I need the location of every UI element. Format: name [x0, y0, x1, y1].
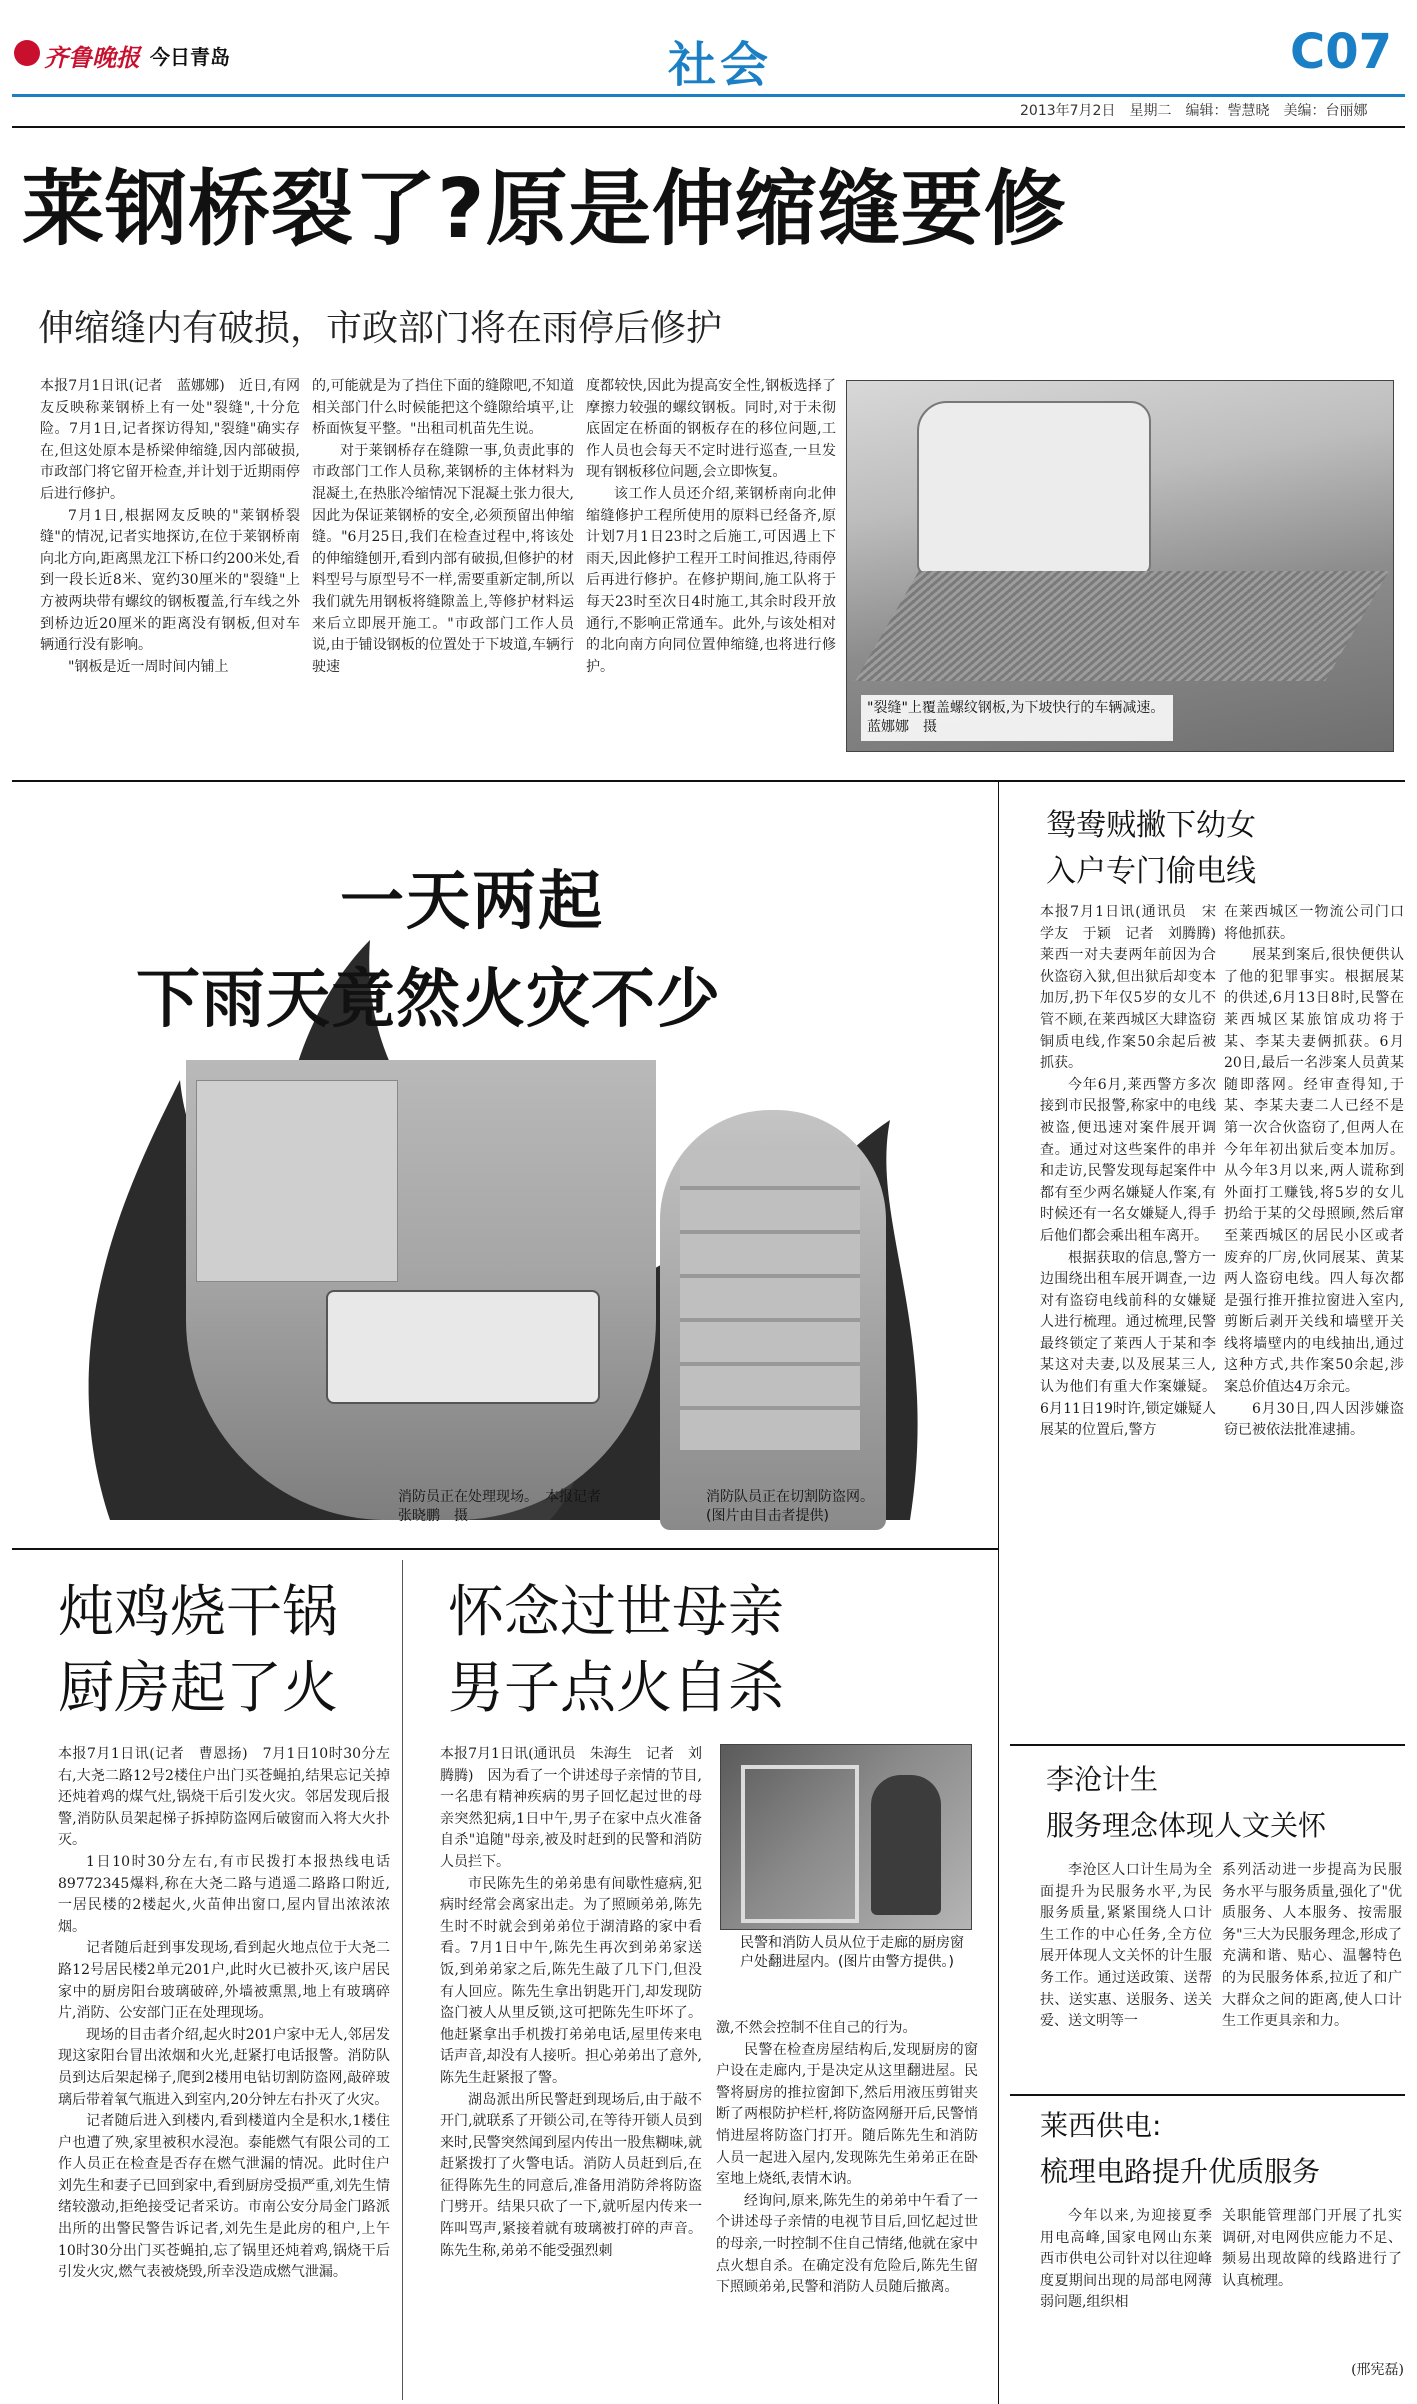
article-column: [40, 376, 300, 766]
page-number: C07: [1290, 24, 1393, 80]
window-frame-shape: [741, 1765, 859, 1923]
headline-line-2: 入户专门偷电线: [1046, 854, 1256, 889]
masthead-rule: [12, 94, 1405, 97]
paragraph: 展某到案后,很快便供认了他的犯罪事实。根据展某的供述,6月13日8时,民警在莱西城区某旅馆成功将于某、李某夫妻俩抓获。6月20日,最后一名涉案人员黄某随即落网。经审查得知,于某、李某夫妻二人已经不是第一次合伙盗窃了,但两人在今年年初出狱后变本加厉。从今年3月以来,两人谎称到外面打工赚钱,将5岁的女儿扔给于某的父母照顾,然后窜至莱西城区的居民小区或者废弃的厂房,伙同展某、黄某两人盗窃电线。四人每次都是强行推开推拉窗进入室内,剪断后剥开关线和墙壁开关线将墙壁内的电线抽出,通过这种方式,共作案50余起,涉案总价值达4万余元。: [1224, 947, 1404, 1396]
paragraph: 1日10时30分左右,有市民拨打本报热线电话89772345爆料,称在大尧二路与逍遥二路路口附近,一居民楼的2楼起火,火苗伸出窗口,屋内冒出浓浓浓烟。: [58, 1853, 390, 1935]
article-column: [58, 1744, 390, 2394]
issue-info: [1020, 100, 1367, 120]
paragraph: "钢板是近一周时间内铺上: [68, 658, 229, 675]
paragraph: 6月30日,四人因涉嫌盗窃已被依法批准逮捕。: [1224, 1400, 1404, 1439]
paragraph: 现场的目击者介绍,起火时201户家中无人,邻居发现这家阳台冒出浓烟和火光,赶紧打电话报警。消防队员到达后架起梯子,爬到2楼用电钻切割防盗网,敲碎玻璃后带着氧气瓶进入到室内,20分钟左右扑灭了火灾。: [58, 2026, 390, 2108]
building-shape: [196, 1080, 398, 1282]
section-divider: [12, 1548, 998, 1550]
paragraph: 本报7月1日讯(通讯员 朱海生 记者 刘腾腾) 因为看了一个讲述母子亲情的节目,一名患有精神疾病的男子回忆起过世的母亲突然犯病,1日中午,男子在家中点火准备自杀"追随"母亲,被及时赶到的民警和消防人员拦下。: [440, 1746, 702, 1870]
fire-headline-1: 一天两起: [340, 865, 604, 939]
designer-credit: 美编：台丽娜: [1283, 103, 1368, 119]
headline-line-1: 李沧计生: [1046, 1763, 1159, 1796]
article-column: [716, 2018, 978, 2394]
paragraph: 本报7月1日讯(记者 曹恩扬) 7月1日10时30分左右,大尧二路12号2楼住户出门买苍蝇拍,结果忘记关掉还炖着鸡的煤气灶,锅烧干后引发火灾。邻居发现后报警,消防队员架起梯子拆掉防盗网后破窗而入将大火扑灭。: [58, 1746, 390, 1849]
firefighters-photo: [660, 1110, 886, 1530]
newspaper-logo: 齐鲁晚报: [44, 44, 140, 72]
headline: 莱钢桥裂了?原是伸缩缝要修: [22, 162, 1067, 257]
section-divider: [12, 780, 1405, 782]
fire-headline-2: 下雨天竟然火灾不少: [136, 963, 721, 1037]
fire-truck-photo: [186, 1060, 656, 1520]
article-column: [312, 376, 574, 766]
fire-truck-shape: [326, 1290, 600, 1404]
headline-line-1: 鸳鸯贼撇下幼女: [1046, 808, 1256, 843]
subheadline: 伸缩缝内有破损，市政部门将在雨停后修护: [38, 308, 723, 349]
article-column: [1040, 2206, 1212, 2392]
paragraph: 激,不然会控制不住自己的行为。: [716, 2020, 917, 2036]
van-shape: [917, 401, 1151, 575]
paragraph: 系列活动进一步提高为民服务水平与服务质量,强化了"优质服务、人本服务、按需服务"三大为民服务理念,形成了充满和谐、贴心、温馨特色的为民服务体系,拉近了和广大群众之间的距离,使人口计生工作更具亲和力。: [1222, 1862, 1402, 2030]
paragraph: 今年以来,为迎接夏季用电高峰,国家电网山东莱西市供电公司针对以往迎峰度夏期间出现的局部电网薄弱问题,组织相: [1040, 2208, 1212, 2311]
article-column: [1222, 1860, 1402, 2082]
headline-line-1: 怀念过世母亲: [448, 1580, 784, 1645]
issue-weekday: 星期二: [1129, 103, 1172, 119]
paragraph: 民警在检查房屋结构后,发现厨房的窗户设在走廊内,于是决定从这里翻进屋。民警将厨房的推拉窗卸下,然后用液压剪钳夹断了两根防护栏杆,将防盗网掰开后,民警悄悄进屋将防盗门打开。随后陈先生和消防人员一起进入屋内,发现陈先生弟弟正在卧室地上烧纸,表情木讷。: [716, 2041, 978, 2188]
paragraph: 李沧区人口计生局为全面提升为民服务水平,为民服务质量,紧紧围绕人口计生工作的中心任务,全方位展开体现人文关怀的计生服务工作。通过送政策、送帮扶、送实惠、送服务、送关爱、送文明等一: [1040, 1862, 1212, 2030]
section-title: 社会: [668, 37, 773, 93]
paragraph: 湖岛派出所民警赶到现场后,由于敲不开门,就联系了开锁公司,在等待开锁人员到来时,民警突然闻到屋内传出一股焦糊味,就赶紧拨打了火警电话。消防人员赶到后,在征得陈先生的同意后,准备用消防斧将防盗门劈开。结果只砍了一下,就听屋内传来一阵叫骂声,紧接着就有玻璃被打碎的声音。陈先生称,弟弟不能受强烈刺: [440, 2091, 702, 2259]
officer-shape: [871, 1775, 941, 1915]
paragraph: 记者随后赶到事发现场,看到起火地点位于大尧二路12号居民楼2单元201户,此时火已被扑灭,该户居民家中的厨房阳台玻璃破碎,外墙被熏黑,地上有玻璃碎片,消防、公安部门正在处理现场。: [58, 1940, 390, 2022]
section-divider: [1010, 2094, 1405, 2096]
paragraph: 今年6月,莱西警方多次接到市民报警,称家中的电线被盗,便迅速对案件展开调查。通过对这些案件的串并和走访,民警发现每起案件中都有至少两名嫌疑人作案,有时候还有一名女嫌疑人,得手后他们都会乘出租车离开。: [1040, 1076, 1216, 1244]
paragraph: 该工作人员还介绍,莱钢桥南向北伸缩缝修护工程所使用的原料已经备齐,原计划7月1日23时之后施工,可因遇上下雨天,因此修护工程开工时间推迟,待雨停后再进行修护。在修护期间,施工队将于每天23时至次日4时施工,其余时段开放通行,不影响正常通车。此外,与该处相对的北向南方向同位置伸缩缝,也将进行修护。: [586, 485, 836, 675]
article-column: [1222, 2206, 1402, 2356]
headline-line-2: 男子点火自杀: [448, 1656, 784, 1721]
paragraph: 在莱西城区一物流公司门口将他抓获。: [1224, 904, 1404, 942]
paragraph: 本报7月1日讯(通讯员 宋学友 于颖 记者 刘腾腾) 莱西一对夫妻两年前因为合伙盗窃入狱,但出狱后却变本加厉,扔下年仅5岁的女儿不管不顾,在莱西城区大肆盗窃铜质电线,作案50余起后被抓获。: [1040, 904, 1216, 1072]
paragraph: 7月1日,根据网友反映的"莱钢桥裂缝"的情况,记者实地探访,在位于莱钢桥南向北方向,距离黑龙江下桥口约200米处,看到一段长近8米、宽约30厘米的"裂缝"上方被两块带有螺纹的钢板覆盖,行车线之外到桥边近20厘米的距离没有钢板,但对车辆通行没有影响。: [40, 507, 300, 654]
bridge-photo: [846, 380, 1394, 752]
paragraph: 根据获取的信息,警方一边围绕出租车展开调查,一边对有盗窃电线前科的女嫌疑人进行梳理。通过梳理,民警最终锁定了莱西人于某和李某这对夫妻,以及展某三人,认为他们有重大作案嫌疑。6月11日19时许,锁定嫌疑人展某的位置后,警方: [1040, 1249, 1216, 1439]
top-rule: [12, 126, 1405, 128]
photo-caption: 民警和消防人员从位于走廊的厨房窗户处翻进屋内。(图片由警方提供。): [740, 1935, 964, 1970]
paragraph: 本报7月1日讯(记者 蓝娜娜) 近日,有网友反映称莱钢桥上有一处"裂缝",十分危险。7月1日,记者探访得知,"裂缝"确实存在,但这处原本是桥梁伸缩缝,因内部破损,市政部门将它留开检查,并计划于近期雨停后进行修护。: [40, 378, 300, 502]
paragraph: 对于莱钢桥存在缝隙一事,负责此事的市政部门工作人员称,莱钢桥的主体材料为混凝土,在热胀冷缩情况下混凝土张力很大,因此为保证莱钢桥的安全,必须预留出伸缩缝。"6月25日,我们在检查过程中,将该处的伸缩缝刨开,看到内部有破损,但修护的材料型号与原型号不一样,需要重新定制,所以我们就先用钢板将缝隙盖上,等修护材料运来后立即展开施工。"市政部门工作人员说,由于铺设钢板的位置处于下坡道,车辆行驶速: [312, 442, 574, 675]
newspaper-logo-icon: [14, 40, 40, 66]
photo-caption: 消防队员正在切割防盗网。(图片由目击者提供): [706, 1489, 874, 1524]
article-column: [586, 376, 836, 766]
paragraph: 度都较快,因此为提高安全性,钢板选择了摩擦力较强的螺纹钢板。同时,对于未彻底固定在桥面的钢板存在的移位问题,工作人员也会每天不定时进行巡查,一旦发现有钢板移位问题,会立即恢复。: [586, 378, 836, 481]
photo-caption: "裂缝"上覆盖螺纹钢板,为下坡快行的车辆减速。 蓝娜娜 摄: [861, 695, 1173, 741]
headline-line-2: 厨房起了火: [58, 1656, 338, 1721]
police-window-photo: [720, 1744, 972, 1930]
paragraph: 的,可能就是为了挡住下面的缝隙吧,不知道相关部门什么时候能把这个缝隙给填平,让桥面恢复平整。"出租司机苗先生说。: [312, 378, 574, 438]
article-column: [1224, 902, 1404, 1730]
article-column: [1040, 1860, 1212, 2082]
headline-line-2: 服务理念体现人文关怀: [1046, 1809, 1327, 1842]
issue-date: 2013年7月2日: [1020, 103, 1116, 119]
paragraph: 市民陈先生的弟弟患有间歇性癔病,犯病时经常会离家出走。为了照顾弟弟,陈先生时不时就会到弟弟位于湖清路的家中看看。7月1日中午,陈先生再次到弟弟家送饭,到弟弟家之后,陈先生敲了几下门,但没有人回应。陈先生拿出钥匙开门,却发现防盗门被人从里反锁,这可把陈先生吓坏了。他赶紧拿出手机拨打弟弟电话,屋里传来电话声音,却没有人接听。担心弟弟出了意外,陈先生赶紧报了警。: [440, 1875, 702, 2086]
headline-line-2: 梳理电路提升优质服务: [1040, 2155, 1321, 2188]
byline: (邢宪磊): [1351, 2362, 1404, 2378]
paragraph: 关职能管理部门开展了扎实调研,对电网供应能力不足、频易出现故障的线路进行了认真梳理。: [1222, 2208, 1402, 2289]
steel-plate-shape: [855, 571, 1389, 681]
article-column: [440, 1744, 702, 2394]
column-rule: [998, 782, 999, 2404]
section-divider: [1010, 1744, 1405, 1746]
paragraph: 记者随后进入到楼内,看到楼道内全是积水,1楼住户也遭了殃,家里被积水浸泡。泰能燃气有限公司的工作人员正在检查是否存在燃气泄漏的情况。此时住户刘先生和妻子已回到家中,看到厨房受损严重,刘先生情绪较激动,拒绝接受记者采访。市南公安分局金门路派出所的出警民警告诉记者,刘先生是此房的租户,上午10时30分出门买苍蝇拍,忘了锅里还炖着鸡,锅烧干后引发火灾,燃气表被烧毁,所幸没造成燃气泄漏。: [58, 2113, 390, 2281]
edition-name: 今日青岛: [150, 45, 230, 69]
building-facade-shape: [680, 1150, 860, 1450]
headline-line-1: 莱西供电:: [1040, 2109, 1162, 2142]
article-column: [1040, 902, 1216, 1730]
column-rule: [402, 1560, 403, 2400]
editor-credit: 编辑：訾慧晓: [1185, 103, 1270, 119]
headline-line-1: 炖鸡烧干锅: [58, 1580, 338, 1645]
paragraph: 经询问,原来,陈先生的弟弟中午看了一个讲述母子亲情的电视节目后,回忆起过世的母亲,一时控制不住自己情绪,他就在家中点火想自杀。在确定没有危险后,陈先生留下照顾弟弟,民警和消防人员随后撤离。: [716, 2192, 978, 2296]
photo-caption: 消防员正在处理现场。 本报记者 张晓鹏 摄: [398, 1489, 615, 1524]
